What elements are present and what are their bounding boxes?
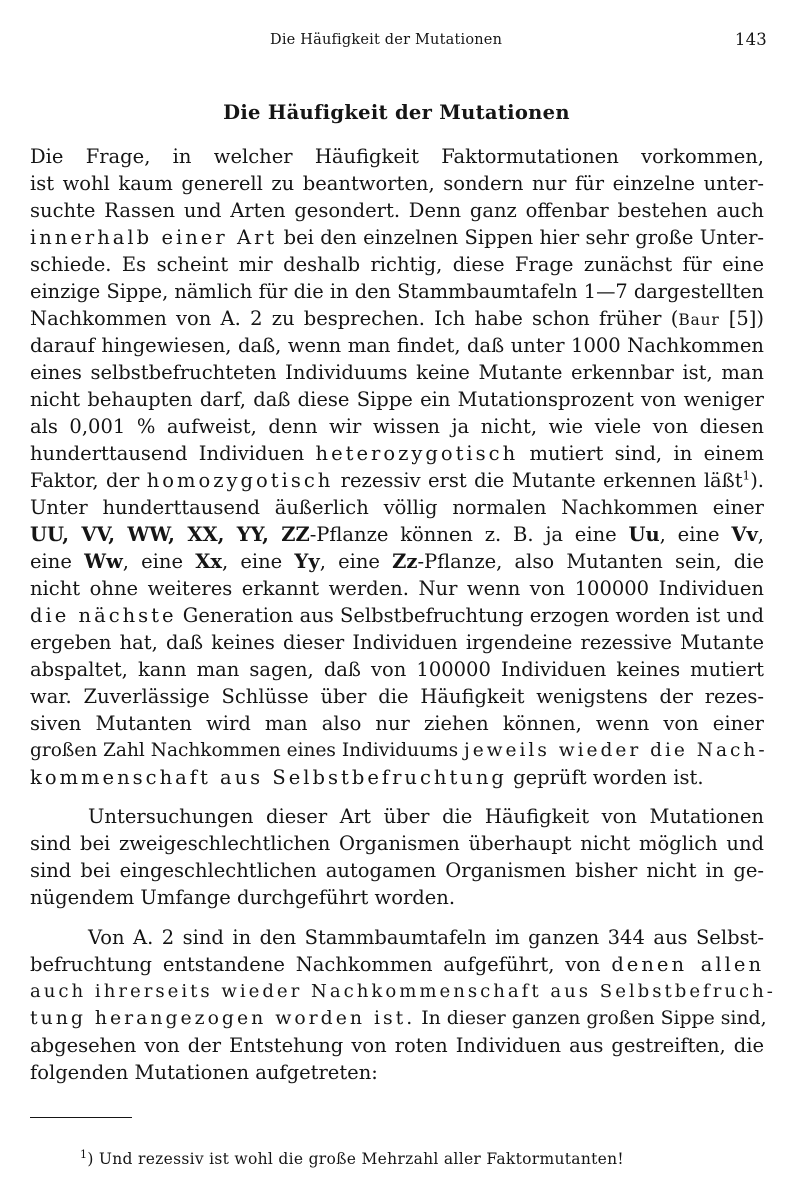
text-segment: Untersuchungen dieser Art über die Häufigkeit von Mutationen	[88, 805, 764, 828]
text-line	[30, 575, 764, 602]
text-segment: ist wohl kaum generell zu beantworten, sondern nur für einzelne unter-	[30, 172, 764, 195]
footnote-marker: 1	[80, 1147, 88, 1161]
footnote-rule	[30, 1117, 132, 1118]
text-segment: jeweils wieder die Nach-	[463, 740, 768, 761]
text-segment: UU, VV, WW, XX, YY, ZZ	[30, 523, 310, 546]
text-segment: schiede. Es scheint mir deshalb richtig, diese Frage zunächst für eine	[30, 253, 764, 276]
text-line	[30, 1032, 764, 1059]
text-line	[30, 494, 764, 521]
text-segment: befruchtung entstandene Nachkommen aufgeführt, von	[30, 953, 612, 976]
text-line	[30, 978, 776, 1005]
text-segment: mutiert sind, in einem	[518, 442, 764, 465]
text-line	[30, 884, 764, 911]
text-segment: sind bei zweigeschlechtlichen Organismen überhaupt nicht möglich und	[30, 832, 764, 855]
text-segment: auch ihrerseits wieder Nachkommenschaft aus Selbstbefruch-	[30, 981, 776, 1002]
text-line	[30, 467, 764, 494]
text-line	[30, 629, 764, 656]
text-segment: , eine	[221, 550, 295, 573]
text-segment: sind bei eingeschlechtlichen autogamen Organismen bisher nicht in ge-	[30, 859, 764, 882]
text-line	[30, 764, 764, 791]
text-segment: die nächste	[30, 604, 177, 627]
text-segment: Nachkommen von A. 2 zu besprechen. Ich habe schon früher (	[30, 307, 679, 330]
footnote-reference: 1	[742, 468, 751, 483]
text-line	[88, 924, 764, 951]
text-segment: abspaltet, kann man sagen, daß von 100000 Individuen keines mutiert	[30, 658, 764, 681]
text-segment: bei den einzelnen Sippen hier sehr große Unter-	[277, 226, 764, 249]
text-line	[30, 332, 764, 359]
text-segment: war. Zuverlässige Schlüsse über die Häufigkeit wenigstens der rezes-	[30, 685, 764, 708]
running-head	[0, 30, 793, 54]
text-segment: eine	[30, 550, 85, 573]
text-line	[30, 170, 764, 197]
text-segment: , eine	[659, 523, 732, 546]
text-segment: Unter hunderttausend äußerlich völlig normalen Nachkommen einer	[30, 496, 764, 519]
text-segment: Ww	[84, 550, 123, 573]
text-line	[30, 683, 764, 710]
text-line	[30, 440, 764, 467]
text-segment: kommenschaft aus Selbstbefruchtung	[30, 766, 507, 789]
text-segment: , eine	[122, 550, 196, 573]
text-line	[30, 143, 764, 170]
footnote: $^1$) Und rezessiv ist wohl die große Mehrzahl aller Faktormutanten!	[80, 1147, 624, 1168]
text-segment: suchte Rassen und Arten gesondert. Denn ganz offenbar bestehen auch	[30, 199, 764, 222]
text-line	[30, 224, 764, 251]
text-segment: tung herangezogen worden ist.	[30, 1008, 416, 1029]
text-line	[30, 197, 764, 224]
text-segment: Baur	[678, 311, 720, 329]
text-line	[30, 251, 764, 278]
text-line	[30, 737, 768, 764]
text-segment: [5])	[719, 307, 764, 330]
text-segment: Zz	[392, 550, 418, 573]
text-line	[30, 359, 764, 386]
text-segment: nügendem Umfange durchgeführt worden.	[30, 886, 456, 909]
text-segment: In dieser ganzen großen Sippe sind,	[415, 1008, 767, 1029]
text-segment: heterozygotisch	[315, 442, 519, 465]
text-line	[30, 1005, 767, 1032]
text-segment: , eine	[319, 550, 393, 573]
text-line	[30, 656, 764, 683]
text-line	[30, 1059, 764, 1086]
text-segment: -Pflanze können z. B. ja eine	[309, 523, 629, 546]
text-segment: hunderttausend Individuen	[30, 442, 316, 465]
text-segment: nicht behaupten darf, daß diese Sippe ein Mutationsprozent von weniger	[30, 388, 764, 411]
text-line	[30, 413, 764, 440]
text-segment: Xx	[195, 550, 222, 573]
text-segment: abgesehen von der Entstehung von roten Individuen aus gestreiften, die	[30, 1034, 764, 1057]
text-line	[30, 951, 764, 978]
text-segment: geprüft worden ist.	[506, 766, 704, 789]
text-segment: denen allen	[611, 953, 764, 976]
text-line	[30, 710, 764, 737]
text-segment: ergeben hat, daß keines dieser Individuen irgendeine rezessive Mutante	[30, 631, 764, 654]
text-line	[30, 857, 764, 884]
text-segment: -Pflanze, also Mutanten sein, die	[417, 550, 764, 573]
text-line	[88, 803, 764, 830]
text-segment: großen Zahl Nachkommen eines Individuums	[30, 740, 464, 761]
text-segment: rezessiv erst die Mutante erkennen läßt	[333, 469, 743, 492]
text-segment: Generation aus Selbstbefruchtung erzogen worden ist und	[176, 604, 764, 627]
text-segment: siven Mutanten wird man also nur ziehen können, wenn von einer	[30, 712, 764, 735]
text-segment: darauf hingewiesen, daß, wenn man findet, daß unter 1000 Nachkommen	[30, 334, 764, 357]
text-segment: folgenden Mutationen aufgetreten:	[30, 1061, 378, 1084]
text-line	[30, 602, 764, 629]
text-segment: eines selbstbefruchteten Individuums keine Mutante erkennbar ist, man	[30, 361, 764, 384]
text-segment: Faktor, der	[30, 469, 147, 492]
text-segment: ,	[757, 523, 764, 546]
text-segment: homozygotisch	[146, 469, 334, 492]
text-line	[30, 548, 764, 575]
running-head-title: Die Häufigkeit der Mutationen	[270, 32, 503, 48]
section-heading: Die Häufigkeit der Mutationen	[223, 101, 570, 124]
text-segment: Von A. 2 sind in den Stammbaumtafeln im ganzen 344 aus Selbst-	[88, 926, 764, 949]
text-segment: innerhalb einer Art	[30, 226, 278, 249]
text-segment: einzige Sippe, nämlich für die in den Stammbaumtafeln 1—7 dargestellten	[30, 280, 764, 303]
text-line	[30, 386, 764, 413]
text-line	[30, 278, 764, 305]
text-line	[30, 521, 764, 548]
text-segment: nicht ohne weiteres erkannt werden. Nur wenn von 100000 Individuen	[30, 577, 764, 600]
text-segment: Yy	[294, 550, 320, 573]
text-segment: als 0,001 % aufweist, denn wir wissen ja nicht, wie viele von diesen	[30, 415, 764, 438]
text-line	[30, 305, 764, 332]
text-line	[30, 830, 764, 857]
text-segment: ).	[750, 469, 764, 492]
page-number: 143	[734, 30, 767, 49]
text-segment: Uu	[628, 523, 660, 546]
footnote-text: Und rezessiv ist wohl die große Mehrzahl aller Faktormutanten!	[98, 1150, 624, 1168]
text-segment: Die Frage, in welcher Häufigkeit Faktormutationen vorkommen,	[30, 145, 764, 168]
text-segment: Vv	[731, 523, 758, 546]
